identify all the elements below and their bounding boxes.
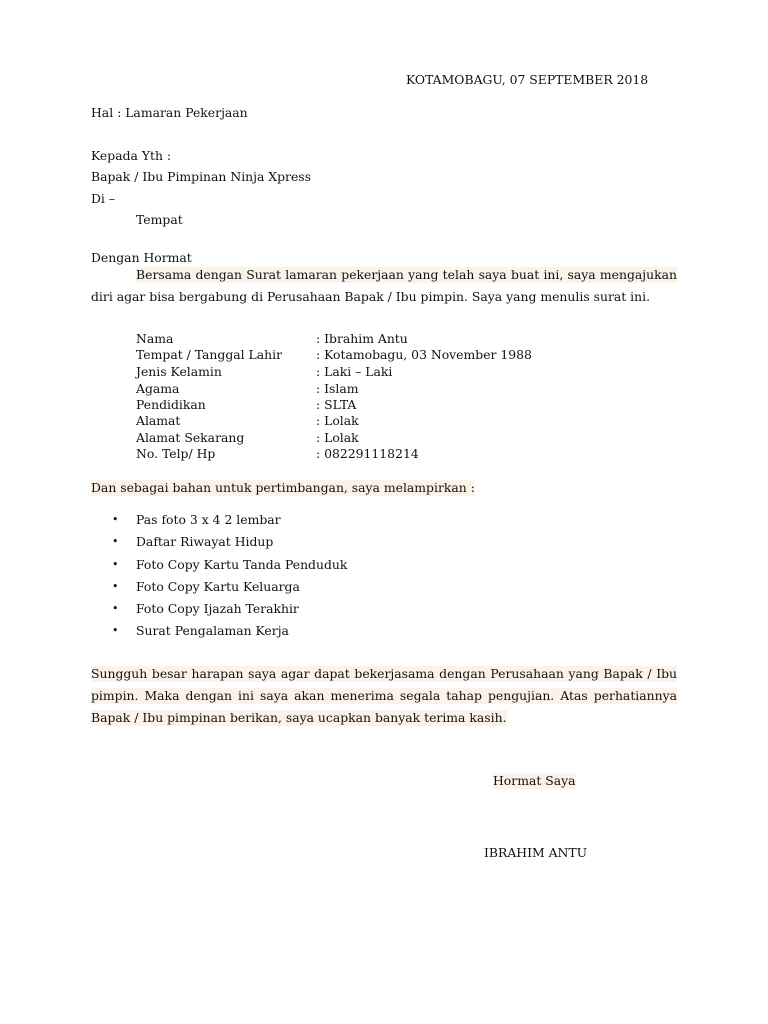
detail-label: Alamat — [136, 413, 181, 428]
detail-row-alamat-sekarang — [136, 430, 556, 446]
detail-label: Pendidikan — [136, 397, 206, 412]
detail-value: : Kotamobagu, 03 November 1988 — [316, 347, 532, 362]
detail-row-agama — [136, 381, 556, 397]
detail-label: No. Telp/ Hp — [136, 446, 216, 461]
letter-subject: Hal : Lamaran Pekerjaan — [91, 105, 248, 120]
detail-value: : Ibrahim Antu — [316, 331, 408, 346]
bullet-icon: • — [112, 558, 119, 571]
signoff: Hormat Saya — [493, 773, 576, 788]
attachment-text: Foto Copy Kartu Keluarga — [136, 579, 300, 594]
closing-line-1: Sungguh besar harapan saya agar dapat bekerjasama dengan Perusahaan yang Bapak / Ibu — [91, 666, 677, 681]
bullet-icon: • — [112, 513, 119, 526]
detail-value: : Lolak — [316, 413, 359, 428]
recipient-name: Bapak / Ibu Pimpinan Ninja Xpress — [91, 169, 312, 184]
closing-line-3: Bapak / Ibu pimpinan berikan, saya ucapkan banyak terima kasih. — [91, 710, 507, 725]
intro-line-2: diri agar bisa bergabung di Perusahaan Bapak / Ibu pimpin. Saya yang menulis surat ini. — [91, 289, 651, 304]
recipient-salutation: Kepada Yth : — [91, 148, 172, 163]
bullet-icon: • — [112, 602, 119, 615]
detail-label: Agama — [136, 381, 180, 396]
detail-row-nama — [136, 331, 556, 347]
intro-line-1: Bersama dengan Surat lamaran pekerjaan yang telah saya buat ini, saya mengajukan — [136, 267, 677, 282]
signer-name: IBRAHIM ANTU — [484, 845, 588, 860]
bullet-icon: • — [112, 535, 119, 548]
detail-value: : Islam — [316, 381, 359, 396]
detail-row-jenis-kelamin — [136, 364, 556, 380]
bullet-icon: • — [112, 580, 119, 593]
attachment-text: Foto Copy Kartu Tanda Penduduk — [136, 557, 348, 572]
attachments-intro: Dan sebagai bahan untuk pertimbangan, saya melampirkan : — [91, 480, 475, 495]
greeting: Dengan Hormat — [91, 250, 192, 265]
detail-label: Alamat Sekarang — [136, 430, 245, 445]
detail-row-pendidikan — [136, 397, 556, 413]
recipient-place: Tempat — [136, 212, 183, 227]
detail-label: Tempat / Tanggal Lahir — [136, 347, 283, 362]
detail-value: : Laki – Laki — [316, 364, 393, 379]
attachment-text: Foto Copy Ijazah Terakhir — [136, 601, 299, 616]
detail-row-telp — [136, 446, 556, 462]
bullet-icon: • — [112, 624, 119, 637]
attachment-text: Surat Pengalaman Kerja — [136, 623, 289, 638]
detail-label: Nama — [136, 331, 174, 346]
detail-value: : Lolak — [316, 430, 359, 445]
attachment-text: Pas foto 3 x 4 2 lembar — [136, 512, 281, 527]
detail-label: Jenis Kelamin — [136, 364, 222, 379]
detail-value: : SLTA — [316, 397, 357, 412]
attachment-text: Daftar Riwayat Hidup — [136, 534, 274, 549]
letter-date: KOTAMOBAGU, 07 SEPTEMBER 2018 — [406, 72, 649, 87]
detail-row-alamat — [136, 413, 556, 429]
recipient-di: Di – — [91, 191, 116, 206]
detail-value: : 082291118214 — [316, 446, 419, 461]
detail-row-ttl — [136, 347, 556, 363]
closing-line-2: pimpin. Maka dengan ini saya akan menerima segala tahap pengujian. Atas perhatiannya — [91, 688, 677, 703]
